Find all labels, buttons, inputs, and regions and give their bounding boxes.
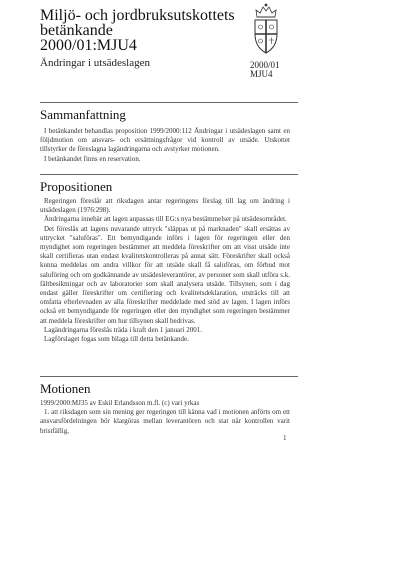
page-number: 1 — [283, 434, 287, 442]
paragraph: Lagändringarna föreslås träda i kraft den 1 januari 2001. — [44, 325, 203, 334]
paragraph: I betänkandet finns en reservation. — [44, 154, 141, 163]
section-heading-motion: Motionen — [40, 381, 91, 396]
paragraph: 1. att riksdagen som sin mening ger regeringen till känna vad i motionen anförts om ett ansvarsfördelningen bör klargöras mellan leverantören och stat när kontrollen varit bristfällig, — [40, 408, 290, 435]
section-divider — [40, 174, 298, 175]
section-divider — [40, 376, 298, 377]
paragraph: 1999/2000:MJ35 av Eskil Erlandsson m.fl. (c) vari yrkas — [40, 399, 200, 407]
reference-line: 2000/01 — [250, 60, 280, 70]
title-line: Miljö- och jordbruksutskottets — [40, 7, 235, 24]
swedish-riksdag-crest-icon — [250, 2, 282, 58]
report-title — [40, 8, 240, 53]
paragraph: Ändringarna innebär att lagen anpassas till EG:s nya bestämmelser på utsädesområdet. — [44, 215, 287, 224]
report-reference — [250, 61, 280, 79]
section-heading-proposition: Propositionen — [40, 179, 113, 194]
paragraph: Det föreslås att lagens nuvarande uttryck "släppas ut på marknaden" skall ersättas av uttrycket "saluföras". Ett bemyndigande införs i lagen för regeringen eller den myndighet som regeringen bestämmer att meddela föreskrifter om att visst utsäde inte skall certifieras utan endast kvalitetskontrolleras på annat sätt. Föreskrifter skall också kunna meddelas om andra villkor för att utsäde skall få saluföras, om förbud mot saluföring och om godkännande av utsädesleverantörer, av personer som skall utföra s.k. fältbesiktningar och av laboratorier som skall analysera utsäde. Tillsynen, som i dag endast gäller föreskrifter om certifiering och kvalitetsdeklaration, utsträcks till att omfatta efterlevnaden av alla föreskrifter meddelade med stöd av lagen. I lagen införs också ett bemyndigande för regeringen eller den myndighet som regeringen bestämmer att meddela föreskrifter om hur tillsynen skall bedrivas. — [40, 224, 290, 325]
section-divider — [40, 102, 298, 103]
reference-line: MJU4 — [250, 69, 273, 79]
title-line: 2000/01:MJU4 — [40, 37, 137, 54]
motion-body — [40, 399, 290, 436]
summary-body — [40, 127, 290, 164]
paragraph: Lagförslaget fogas som bilaga till detta betänkande. — [44, 335, 189, 344]
paragraph: Regeringen föreslår att riksdagen antar regeringens förslag till lag om ändring i utsädeslagen (1976:298). — [40, 197, 290, 215]
title-line: betänkande — [40, 22, 113, 39]
section-heading-summary: Sammanfattning — [40, 107, 126, 122]
proposition-body — [40, 197, 290, 344]
report-subtitle: Ändringar i utsädeslagen — [40, 57, 150, 69]
paragraph: I betänkandet behandlas proposition 1999/2000:112 Ändringar i utsädeslagen samt en följdmotion om ansvars- och ersättningsfrågor vid kontroll av utsäde. Utskottet tillstyrker de föreslagna lagändringarna och avstyrker motionen. — [40, 127, 290, 154]
